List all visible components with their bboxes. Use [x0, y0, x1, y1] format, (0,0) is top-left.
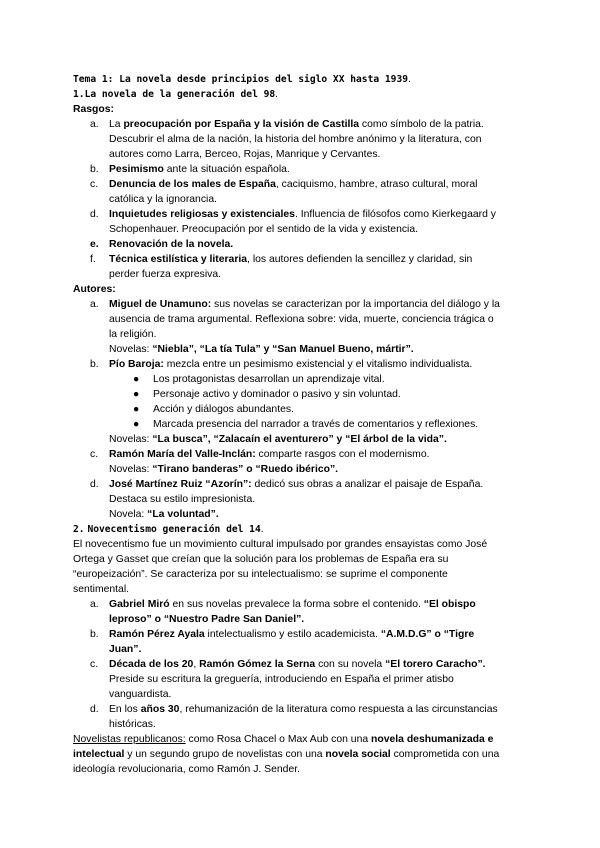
- list-item: ● Marcada presencia del narrador a través de comentarios y reflexiones.: [133, 419, 479, 430]
- list-item: c. Denuncia de los males de España, caciquismo, hambre, atraso cultural, moral católica y la ignorancia.: [90, 179, 478, 205]
- list-item: ● Personaje activo y dominador o pasivo y sin voluntad.: [133, 389, 401, 400]
- list-item: b. Ramón Pérez Ayala intelectualismo y estilo academicista. “A.M.D.G” o “Tigre Juan”.: [90, 629, 475, 655]
- document-title: Tema 1: La novela desde principios del siglo XX hasta 1939.: [73, 74, 411, 85]
- list-item: d. Inquietudes religiosas y existenciales. Influencia de filósofos como Kierkegaard y Schopenhauer. Preocupación por el sentido de la vida y existencia.: [90, 209, 496, 235]
- author-valle-inclan: c. Ramón María del Valle-Inclán: comparte rasgos con el modernismo. Novelas: “Tirano banderas” o “Ruedo ibérico”.: [90, 449, 430, 475]
- section-2-heading: 2. Novecentismo generación del 14.: [73, 524, 264, 535]
- novecentismo-list: [73, 597, 533, 732]
- author-unamuno: a. Miguel de Unamuno: sus novelas se caracterizan por la importancia del diálogo y la ausencia de trama argumental. Reflexiona sobre: vida, muerte, conciencia trágica o la religión. Novelas: “Niebla”, “La tía Tula” y “San Manuel Bueno, mártir”.: [90, 299, 500, 355]
- list-item: f. Técnica estilística y literaria, los autores defienden la sencillez y claridad, sin perder fuerza expresiva.: [90, 254, 473, 280]
- list-item: a. Gabriel Miró en sus novelas prevalece la forma sobre el contenido. “El obispo leproso” o “Nuestro Padre San Daniel”.: [90, 599, 476, 625]
- autores-list: [73, 297, 533, 522]
- rasgos-list: [73, 117, 533, 282]
- author-baroja: b. Pío Baroja: mezcla entre un pesimismo existencial y el vitalismo individualista.: [90, 359, 473, 370]
- list-item: ● Los protagonistas desarrollan un aprendizaje vital.: [133, 374, 385, 385]
- list-item: d. En los años 30, rehumanización de la literatura como respuesta a las circunstancias históricas.: [90, 704, 498, 730]
- rasgos-heading: Rasgos:: [73, 104, 114, 115]
- list-item: ● Acción y diálogos abundantes.: [133, 404, 294, 415]
- author-azorin: d. José Martínez Ruiz “Azorín”: dedicó sus obras a analizar el paisaje de España. Destaca su estilo impresionista. Novela: “La voluntad”.: [90, 479, 484, 520]
- republicanos-label: Novelistas republicanos:: [73, 734, 186, 745]
- novecentismo-intro: El novecentismo fue un movimiento cultural impulsado por grandes ensayistas como José Ortega y Gasset que creían que la solución para los problemas de España era su “europeización”. Se caracteriza por su intelectualismo: se suprime el componente sentimental.: [73, 539, 488, 595]
- list-item: b. Pesimismo ante la situación española.: [90, 164, 290, 175]
- republicanos-paragraph: Novelistas republicanos: como Rosa Chacel o Max Aub con una novela deshumanizada e intelectual y un segundo grupo de novelistas con una novela social comprometida con una ideología revolucionaria, como Ramón J. Sender.: [73, 734, 500, 775]
- section-1-heading: 1.La novela de la generación del 98.: [73, 89, 279, 100]
- list-item: a. La preocupación por España y la visión de Castilla como símbolo de la patria. Descubrir el alma de la nación, la historia del hombre anónimo y la literatura, con autores como Larra, Berceo, Rojas, Manrique y Cervantes.: [90, 119, 484, 160]
- baroja-novelas: Novelas: “La busca”, “Zalacaín el aventurero” y “El árbol de la vida”.: [109, 434, 447, 445]
- autores-heading: Autores:: [73, 284, 116, 295]
- document-body: [73, 72, 533, 777]
- list-item: c. Década de los 20, Ramón Gómez la Serna con su novela “El torero Caracho”. Preside su escritura la greguería, introduciendo en España el primer atisbo vanguardista.: [90, 659, 486, 700]
- list-item: e. Renovación de la novela.: [90, 239, 234, 250]
